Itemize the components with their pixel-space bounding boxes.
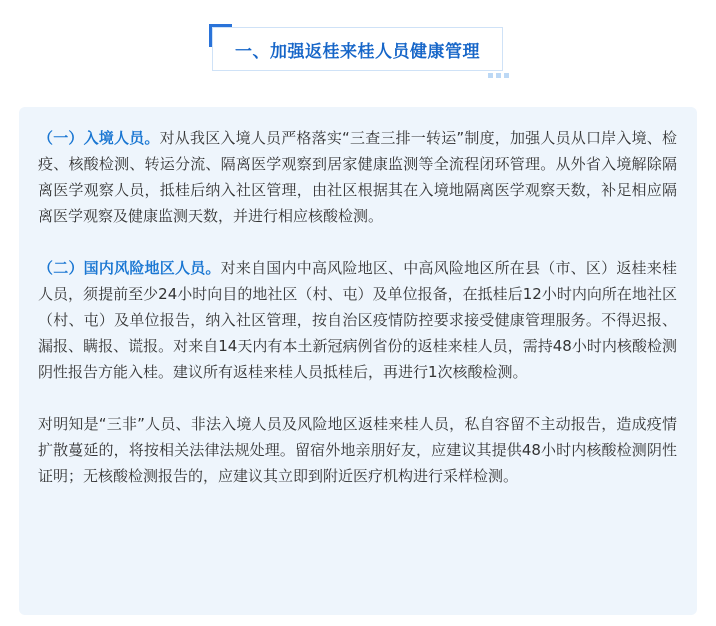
- paragraph-lead: （一）入境人员。: [38, 129, 160, 147]
- section-title: 一、加强返桂来桂人员健康管理: [235, 41, 480, 62]
- paragraph-lead: （二）国内风险地区人员。: [38, 259, 221, 277]
- decoration-dot: [504, 73, 509, 78]
- section-title-banner: [209, 24, 509, 78]
- title-box: [212, 27, 503, 71]
- decoration-dot: [496, 73, 501, 78]
- paragraph-text: 对来自国内中高风险地区、中高风险地区所在县（市、区）返桂来桂人员，须提前至少24小时向目的地社区（村、屯）及单位报备，在抵桂后12小时内向所在地社区（村、屯）及单位报告，纳入社区管理，按自治区疫情防控要求接受健康管理服务。不得迟报、漏报、瞒报、谎报。对来自14天内有本土新冠病例省份的返桂来桂人员，需持48小时内核酸检测阴性报告方能入桂。建议所有返桂来桂人员抵桂后，再进行1次核酸检测。: [38, 259, 677, 381]
- content-panel: [19, 107, 697, 615]
- decoration-dot: [488, 73, 493, 78]
- paragraph-text: 对明知是“三非”人员、非法入境人员及风险地区返桂来桂人员，私自容留不主动报告，造成疫情扩散蔓延的，将按相关法律法规处理。留宿外地亲朋好友，应建议其提供48小时内核酸检测阴性证明；无核酸检测报告的，应建议其立即到附近医疗机构进行采样检测。: [38, 415, 677, 485]
- paragraph-inbound-travelers: [38, 125, 677, 229]
- title-decoration-dots: [488, 73, 509, 78]
- paragraph-domestic-risk-areas: [38, 255, 677, 385]
- paragraph-text: 对从我区入境人员严格落实“三查三排一转运”制度，加强人员从口岸入境、检疫、核酸检测、转运分流、隔离医学观察到居家健康监测等全流程闭环管理。从外省入境解除隔离医学观察人员，抵桂后纳入社区管理，由社区根据其在入境地隔离医学观察天数，补足相应隔离医学观察及健康监测天数，并进行相应核酸检测。: [38, 129, 677, 225]
- paragraph-harboring-notice: [38, 411, 677, 489]
